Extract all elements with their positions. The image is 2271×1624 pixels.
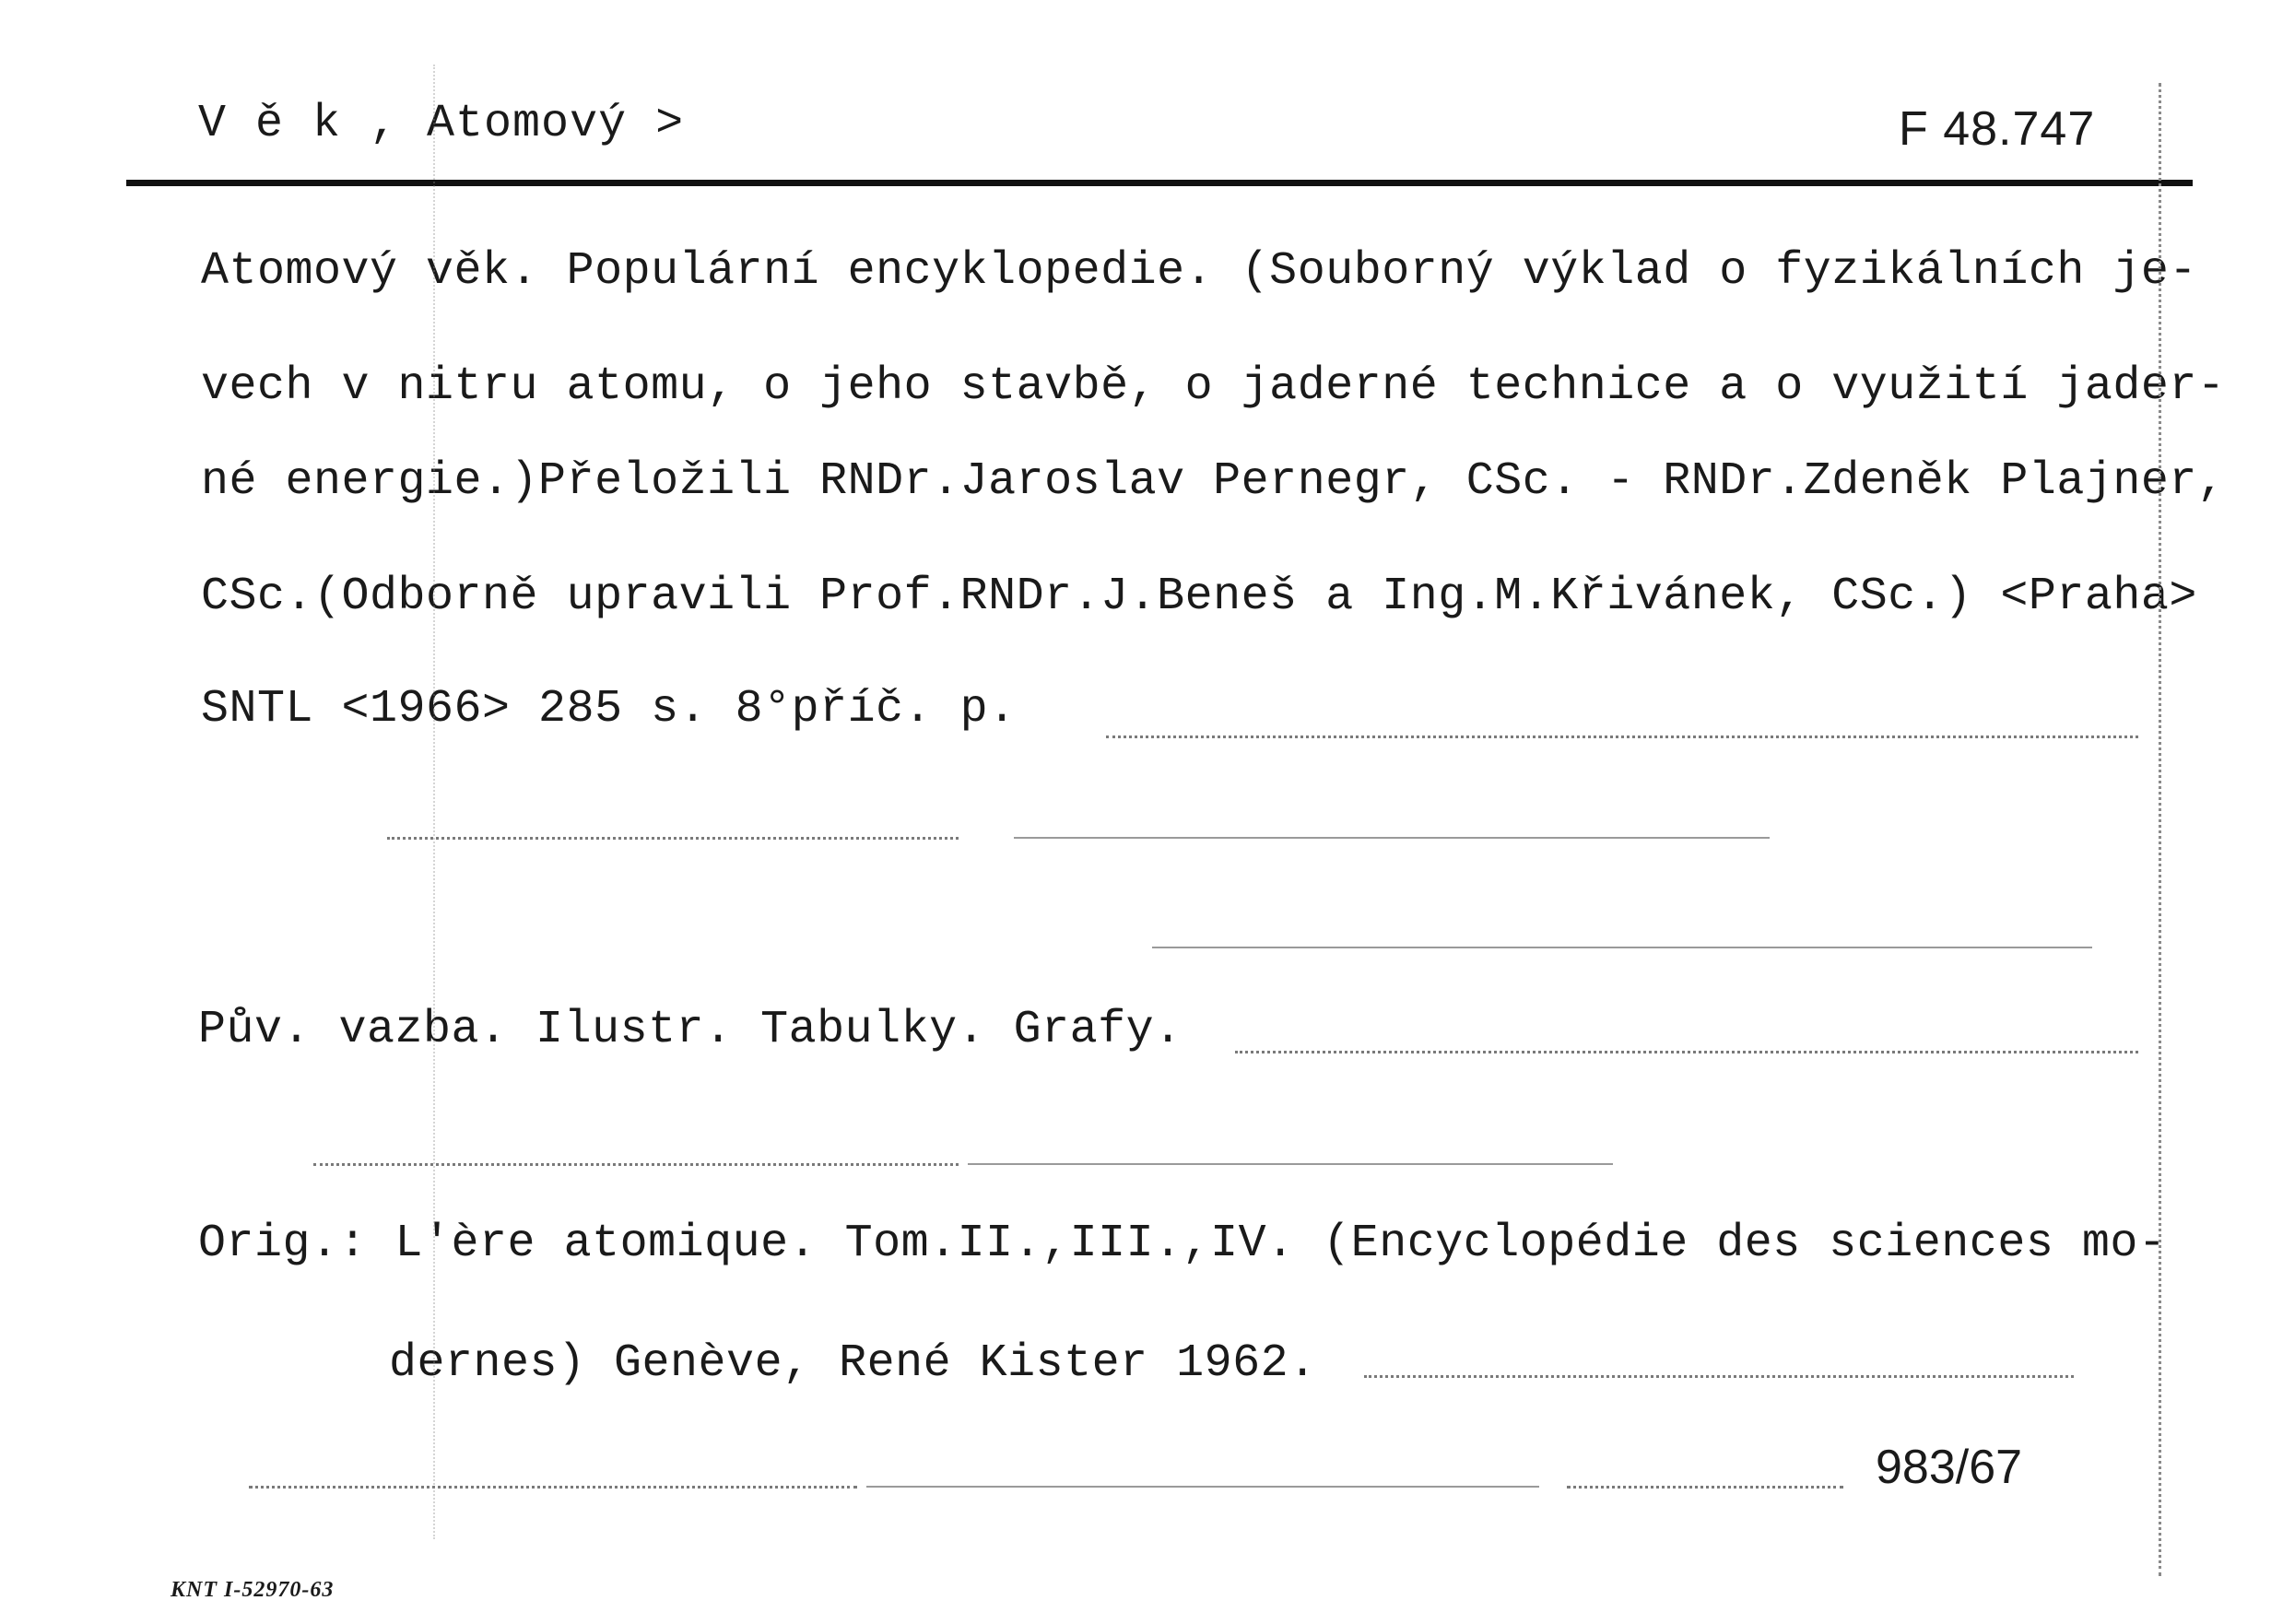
accession-number: 983/67 [1876,1441,2023,1494]
guide-line [1235,1051,2138,1053]
guide-line [387,837,959,840]
heading-rule [126,180,2193,186]
original-title-line-2: dernes) Genève, René Kister 1962. [389,1337,1317,1390]
printer-mark: KNT I-52970-63 [171,1578,335,1602]
guide-line [1014,837,1770,839]
guide-line [866,1486,1539,1488]
physical-note: Pův. vazba. Ilustr. Tabulky. Grafy. [198,1004,1183,1056]
guide-line [313,1163,959,1166]
entry-line-3: né energie.)Přeložili RNDr.Jaroslav Pernegr, CSc. - RNDr.Zdeněk Plajner, [201,455,2226,508]
entry-line-1: Atomový věk. Populární encyklopedie. (Souborný výklad o fyzikálních je- [201,245,2197,298]
guide-line [1364,1375,2074,1378]
entry-line-2: vech v nitru atomu, o jeho stavbě, o jaderné technice a o využití jader- [201,360,2226,413]
entry-line-5: SNTL <1966> 285 s. 8°příč. p. [201,683,1017,736]
original-title-line-1: Orig.: L'ère atomique. Tom.II.,III.,IV. (Encyclopédie des sciences mo- [198,1218,2167,1270]
guide-line [968,1163,1613,1165]
guide-line [1106,736,2138,738]
guide-line [249,1486,857,1489]
card-edge-mark [2159,83,2161,1576]
card-edge-mark [433,65,435,1539]
guide-line [1152,947,2092,948]
call-number: F 48.747 [1899,102,2096,156]
card-heading: V ě k , Atomový > [198,98,685,150]
guide-line [1567,1486,1843,1489]
entry-line-4: CSc.(Odborně upravili Prof.RNDr.J.Beneš a Ing.M.Křivánek, CSc.) <Praha> [201,571,2197,623]
